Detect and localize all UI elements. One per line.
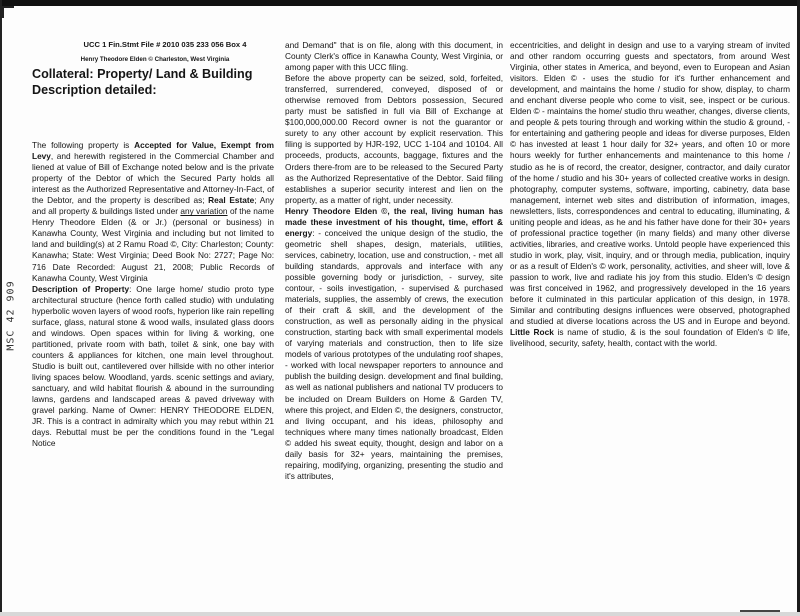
text-run: ; Any and all property & buildings listed under <box>32 195 275 217</box>
scan-corner-mark <box>2 6 14 18</box>
scan-border-bottom <box>0 612 800 616</box>
text-run: is name of studio, & is the soul foundation of Elden's © life, livelihood, security, safety, health, contact with the world. <box>510 327 790 349</box>
property-statement <box>32 140 274 284</box>
scan-border-top <box>0 0 800 6</box>
text-run-bold: Henry Theodore Elden ©, the real, living human has made these investment of his thought, time, effort & energy <box>285 205 503 238</box>
column-right <box>510 40 790 349</box>
text-run: , and herewith registered in the Commercial Chamber and liened at value of Bill of Exchange noted below and is the private property of the Debtor of which the Secured Party holds all interest as the Authorized Representative and Attorney-In-Fact, of the Debtor, and the property is described as; <box>32 151 274 206</box>
seizure-conditions: Before the above property can be seized, sold, forfeited, transferred, surrendered, conveyed, disposed of or otherwise removed from Debtors possession, Secured party must be satisfied in full via Bill of Exchange at $100,000,000.00 Record owner is not the guarantor or surety to any other account by explicit reservation. This filing is supported by HJR-192, UCC 1-104 and 10104. All proceeds, products, accounts, baggage, fixtures and the Orders there-from are to be released to the Secured Party as the Authorized Representative of the Debtor. Said filing establishes a superior security interest and lien on the property, as a matter of right, under necessity. <box>285 73 503 205</box>
text-run-bold: Little Rock <box>510 327 554 338</box>
property-description <box>32 284 274 450</box>
legal-notice-continuation: and Demand" that is on file, along with this document, in County Clerk's office in Kanawha County, West Virginia, or among paper with this UCC filing. <box>285 40 503 73</box>
text-run: of the name Henry Theodore Elden (& or Jr.) (personal or business) in Kanawha County, West Virginia and including but not limited to land and building(s) at 2 Ramu Road ©, City: Charleston; County: Kanawha; State: West Virginia; Deed Book No: 2727; Page No: 716 Date Recorded: August 21, 2008; Public Records of Kanawha County, West Virginia <box>32 206 275 283</box>
filing-stamp <box>0 260 22 370</box>
filing-stamp-text: MSC 42 909 <box>5 279 17 351</box>
text-run: eccentricities, and delight in design and use to a varying stream of invited and other random occurring guests and spectators, from around West Virginia, other states in America, and beyond, even to European and Asian visitors. Elden © - uses the studio for it's further enhancement and development, and maintains the home / studio for show, display, to charm and enchant diverse people who come to visit, see, inspect or be curious. Elden © - maintains the home/ studio thru weather, changes, diverse clients, and people & pets touring through and working within the studio & ground, - for entertaining and gathering people and ideas for diverse purposes, Elden © has invested at least 1 hour daily for 32+ years, and often 10 or more hours weekly for further enhancements and maintenance to this home / studio as he is of record, the creator, designer, contractor, and daily curator of the home / studio and his 30+ years of collected creative works in design. photography, computer systems, software, importing, cabinetry, data base management, internet web sites and distribution of information, images, newsletters, lists, correspondences and central to educating, illuminating, & uniting people and ideas, as he and his father have done for their 30+ years of professional practice together (in many fields) and many other diverse activities, libraries, and creative works. Untold people have experienced this studio in work, play, visit, inquiry, and or through media, publication, inquiry or as a result of Elden's © work, personality, activities, and sheer will, love & passion to work, live and radiate his joy from this studio. Elden's © design was first conceived in 1962, and progressively developed in the 16 years before it culminated in this particular application of this design, in 1978. Similar and contributing designs influences were observed, photographed and studied at diverse locations across the US and in Europe and beyond. <box>510 40 790 327</box>
text-run: The following property is <box>32 140 135 150</box>
column-middle <box>285 40 503 482</box>
text-run-bold: Description of Property <box>32 283 130 294</box>
text-run-bold: Accepted for Value, Exempt from Levy <box>32 140 274 162</box>
studio-history <box>510 40 790 349</box>
filer-name-line: Henry Theodore Elden © Charleston, West Virginia <box>80 56 230 63</box>
text-run-underlined: any variation <box>180 206 228 217</box>
text-run-bold: Real Estate <box>208 195 255 206</box>
scan-bottom-mark <box>740 610 780 612</box>
document-title: Collateral: Property/ Land & Building Description detailed: <box>32 67 253 97</box>
text-run: : One large home/ studio proto type architectural structure (hence forth called studio) with undulating hyperbolic woven layers of wood roofs, hyperion like rain repelling surface, glass, natural stone & wood walls, insulated glass doors and windows. Open spaces within for living & working, one partitioned, private room with bath, toilet & sink, one bay with counters & appliances for kitchen, one main level throughout. Studio is built out, cantilevered over hillside with no other interior living spaces below. Woodland, yards. scenic settings and aviary, sanctuary, and wild habitat flourish & abound in the surrounding lawns, gardens and landscaped areas & paved driveway with gravel parking. Name of Owner: HENRY THEODORE ELDEN, JR. This is a contract in admiralty which you may rebut within 21 days. Rebuttal must be per the conditions found in the "Legal Notice <box>32 283 275 449</box>
investment-statement <box>285 206 503 482</box>
text-run: : - conceived the unique design of the studio, the geometric shell shapes, design, materials, utilities, services, cabinetry, location, use and construction, - met all building standards, approvals and interface with any possible governing body or jurisdiction, - survey, site contour, - soils investigation, - supervised & purchased materials, supplies, the assembly of crews, the execution of their craft & skill, and the development of the construction, as well as personally aiding in the physical construction, starting back with small experimental models of varying materials and construction, then to life size models of various prototypes of the undulating roof shapes, - worked with local newspaper reporters to announce and publish the building design. development and final building, as well as national publishers and national TV producers to be included on Dream Builders on Home & Garden TV, where this project, and Elden ©, the designers, constructor, and living occupant, and his ideas, philosophy and techniques where many times nationally broadcast, Elden © added his sweat equity, thought, design and labor on a daily basis for 32+ years, maintaining the premises, repairing, modifying, organizing, presenting the studio and it's attributes, <box>285 227 503 481</box>
filing-number-line: UCC 1 Fin.Stmt File # 2010 035 233 056 Box 4 <box>83 40 247 49</box>
